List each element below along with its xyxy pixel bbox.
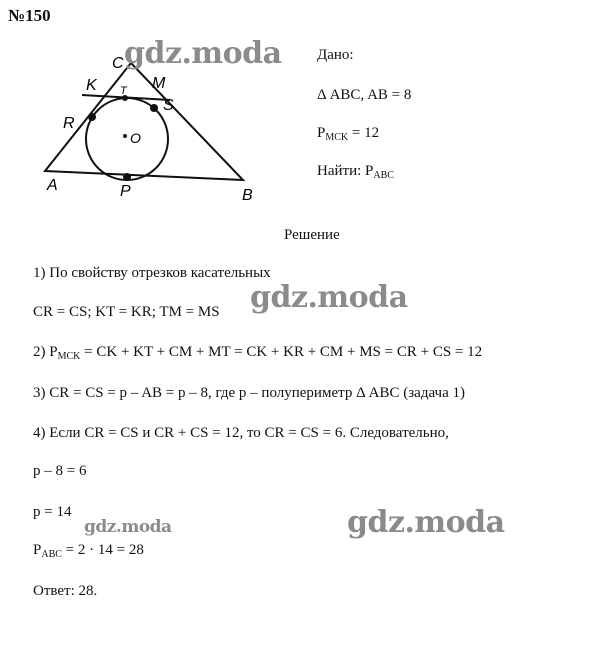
given-perimeter-p: P — [317, 125, 326, 141]
label-k: K — [86, 77, 97, 94]
final-rest: = 2 · 14 = 28 — [61, 542, 144, 558]
label-o: O — [130, 130, 141, 146]
label-a: A — [47, 177, 58, 194]
label-c: C — [112, 55, 124, 72]
step-4: 4) Если CR = CS и CR + CS = 12, то CR = CS = 6. Следовательно, — [33, 425, 449, 441]
point-p — [123, 173, 131, 181]
equation-1: p – 8 = 6 — [33, 463, 87, 479]
given-heading: Дано: — [317, 47, 354, 63]
watermark-middle: gdz.moda — [250, 280, 408, 315]
given-perimeter-sub: MCK — [325, 132, 349, 143]
point-o — [123, 134, 127, 138]
label-t: T — [120, 85, 127, 97]
final-sub: ABC — [41, 549, 62, 560]
solution-heading: Решение — [284, 227, 340, 243]
find-label: Найти: P — [317, 163, 374, 179]
final-equation — [33, 541, 144, 559]
find-line — [317, 162, 394, 180]
step-2-sub: MCK — [57, 351, 81, 362]
step-3: 3) CR = CS = p – AB = p – 8, где p – полупериметр Δ ABC (задача 1) — [33, 385, 465, 401]
equation-2: p = 14 — [33, 504, 72, 520]
label-m: M — [152, 75, 166, 92]
label-r: R — [63, 115, 75, 132]
final-p: P — [33, 542, 42, 558]
label-p: P — [120, 183, 131, 200]
watermark-small: gdz.moda — [84, 517, 172, 537]
given-perimeter — [317, 124, 379, 142]
given-perimeter-value: = 12 — [348, 125, 380, 141]
watermark-top: gdz.moda — [124, 36, 282, 71]
point-r — [88, 113, 96, 121]
point-s — [150, 104, 158, 112]
answer: Ответ: 28. — [33, 583, 98, 599]
step-1-equalities: CR = CS; KT = KR; TM = MS — [33, 304, 220, 320]
step-2-rest: = CK + KT + CM + MT = CK + KR + CM + MS = CR + CS = 12 — [80, 344, 483, 360]
triangle-abc — [45, 63, 243, 180]
step-1: 1) По свойству отрезков касательных — [33, 265, 271, 281]
triangle-figure — [30, 50, 280, 205]
watermark-bottom: gdz.moda — [347, 505, 505, 540]
step-2-prefix: 2) P — [33, 344, 58, 360]
problem-number: №150 — [8, 6, 51, 25]
step-2 — [33, 343, 482, 361]
given-triangle: Δ ABC, AB = 8 — [317, 87, 412, 103]
find-sub: ABC — [373, 170, 394, 181]
label-b: B — [242, 187, 253, 204]
label-s: S — [163, 97, 174, 114]
